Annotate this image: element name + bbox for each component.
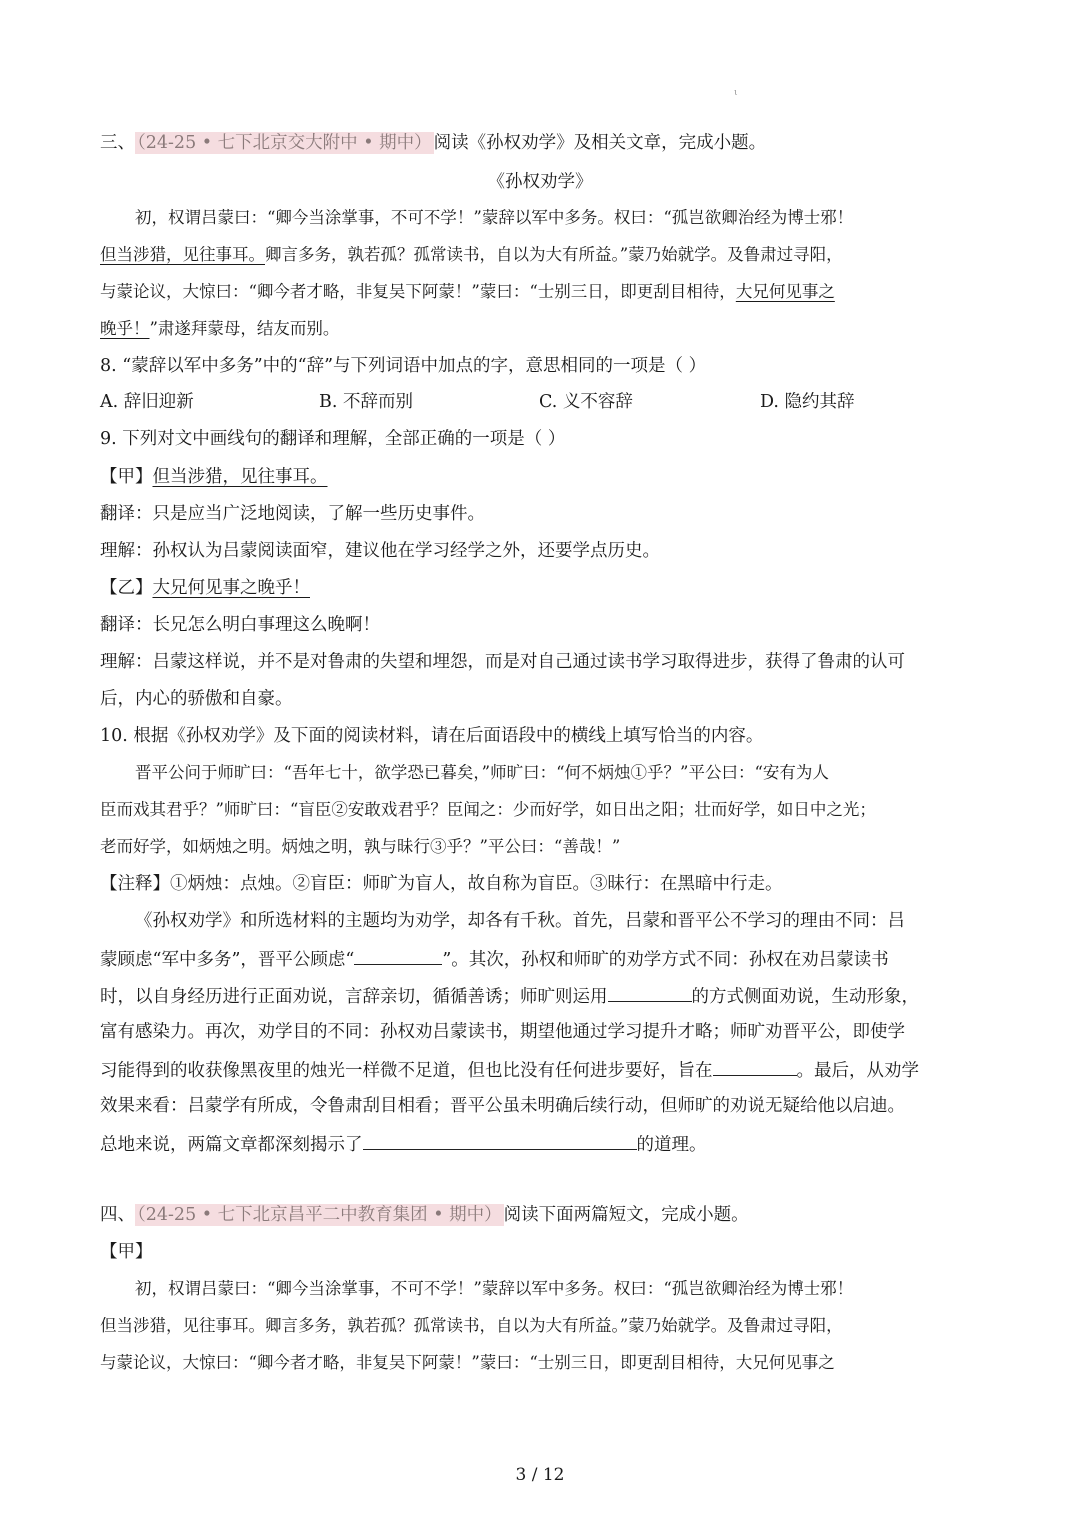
passage-title: 《孙权劝学》 (487, 172, 593, 192)
section4-heading (100, 1203, 990, 1227)
q9-yi-label: 【乙】 (100, 578, 153, 598)
passage-line-4-rest: ”肃遂拜蒙母，结友而别。 (149, 319, 340, 338)
answer-text: 总地来说，两篇文章都深刻揭示了 (100, 1135, 363, 1155)
q9-jia-sentence: 但当涉猎，见往事耳。 (152, 467, 328, 487)
corner-mark: ι (734, 88, 738, 98)
q9-yi-understanding-1: 理解：吕蒙这样说，并不是对鲁肃的失望和埋怨，而是对自己通过读书学习取得进步，获得了鲁肃的认可 (100, 652, 905, 672)
answer-text: 习能得到的收获像黑夜里的烛光一样微不足道，但也比没有任何进步要好，旨在 (100, 1061, 713, 1081)
answer-text: ”。其次，孙权和师旷的劝学方式不同：孙权在劝吕蒙读书 (442, 950, 889, 970)
section3-intro: 阅读《孙权劝学》及相关文章，完成小题。 (433, 133, 767, 153)
q9-yi-sentence: 大兄何见事之晚乎！ (152, 578, 310, 598)
material-line-1: 晋平公问于师旷曰：“吾年七十，欲学恐已暮矣，”师旷曰：“何不炳烛①乎？”平公曰：“安有为人 (135, 763, 829, 782)
passage-line-3-text: 与蒙论议，大惊曰：“卿今者才略，非复吴下阿蒙！”蒙曰：“士别三日，即更刮目相待， (100, 282, 736, 301)
page-number: 3 / 12 (515, 1465, 565, 1485)
section3-heading (100, 131, 990, 155)
underlined-sentence-jia: 但当涉猎，见往事耳。 (100, 245, 265, 264)
answer-para-line-2 (100, 946, 990, 972)
question-10-stem: 10. 根据《孙权劝学》及下面的阅读材料，请在后面语段中的横线上填写恰当的内容。 (100, 726, 764, 746)
option-a[interactable]: A. 辞旧迎新 (100, 392, 194, 412)
option-b[interactable]: B. 不辞而别 (319, 392, 413, 412)
section4-passage-line-1: 初，权谓吕蒙曰：“卿今当涂掌事，不可不学！”蒙辞以军中多务。权曰：“孤岂欲卿治经为博士邪！ (135, 1279, 854, 1298)
q9-yi-translation: 翻译：长兄怎么明白事理这么晚啊！ (100, 615, 380, 635)
section3-source-tag: （24-25 • 七下北京交大附中 • 期中） (137, 133, 432, 153)
answer-para-line-5 (100, 1057, 990, 1083)
answer-para-line-6: 效果来看：吕蒙学有所成，令鲁肃刮目相看；晋平公虽未明确后续行动，但师旷的劝说无疑给他以启迪。 (100, 1096, 905, 1116)
q9-jia-understanding: 理解：孙权认为吕蒙阅读面窄，建议他在学习经学之外，还要学点历史。 (100, 541, 660, 561)
question-8-stem: 8. “蒙辞以军中多务”中的“辞”与下列词语中加点的字，意思相同的一项是（ ） (100, 356, 707, 376)
section4-prefix: 四、 (100, 1205, 135, 1225)
answer-para-line-7 (100, 1131, 990, 1157)
answer-para-line-4: 富有感染力。再次，劝学目的不同：孙权劝吕蒙读书，期望他通过学习提升才略；师旷劝晋平公，即使学 (100, 1022, 905, 1042)
underlined-sentence-yi-part2: 晚乎！ (100, 319, 150, 338)
q9-jia-line (100, 465, 990, 489)
answer-text: 时，以自身经历进行正面劝说，言辞亲切，循循善诱；师旷则运用 (100, 987, 608, 1007)
answer-para-line-1: 《孙权劝学》和所选材料的主题均为劝学，却各有千秋。首先，吕蒙和晋平公不学习的理由不同：吕 (135, 911, 905, 931)
option-d[interactable]: D. 隐约其辞 (760, 392, 855, 412)
passage-line-4 (100, 317, 990, 341)
section3-prefix: 三、 (100, 133, 135, 153)
passage-line-2-rest: 卿言多务，孰若孤？孤常读书，自以为大有所益。”蒙乃始就学。及鲁肃过寻阳， (265, 245, 843, 264)
fill-blank-2[interactable] (608, 983, 692, 1002)
question-9-stem: 9. 下列对文中画线句的翻译和理解，全部正确的一项是（ ） (100, 429, 566, 449)
underlined-sentence-yi-part1: 大兄何见事之 (735, 282, 835, 301)
answer-text: 的方式侧面劝说，生动形象， (691, 987, 919, 1007)
q9-jia-translation: 翻译：只是应当广泛地阅读，了解一些历史事件。 (100, 504, 485, 524)
section4-source-tag: （24-25 • 七下北京昌平二中教育集团 • 期中） (137, 1205, 502, 1225)
answer-text: 。最后，从劝学 (796, 1061, 919, 1081)
passage-line-2 (100, 243, 990, 267)
answer-text: 的道理。 (636, 1135, 707, 1155)
fill-blank-3[interactable] (713, 1057, 797, 1076)
material-line-2: 臣而戏其君乎？”师旷曰：“盲臣②安敢戏君乎？臣闻之：少而好学，如日出之阳；壮而好学，如日中之光； (100, 800, 876, 819)
material-notes: 【注释】①炳烛：点烛。②盲臣：师旷为盲人，故自称为盲臣。③昧行：在黑暗中行走。 (100, 874, 783, 894)
answer-text: 蒙顾虑“军中多务”，晋平公顾虑“ (100, 950, 355, 970)
section4-passage-line-2: 但当涉猎，见往事耳。卿言多务，孰若孤？孤常读书，自以为大有所益。”蒙乃始就学。及鲁肃过寻阳， (100, 1316, 843, 1335)
section4-passage-line-3: 与蒙论议，大惊曰：“卿今者才略，非复吴下阿蒙！”蒙曰：“士别三日，即更刮目相待，大兄何见事之 (100, 1353, 835, 1372)
fill-blank-1[interactable] (354, 946, 442, 965)
q9-yi-understanding-2: 后，内心的骄傲和自豪。 (100, 689, 293, 709)
q9-yi-line (100, 576, 990, 600)
answer-para-line-3 (100, 983, 990, 1009)
passage-line-1: 初，权谓吕蒙曰：“卿今当涂掌事，不可不学！”蒙辞以军中多务。权曰：“孤岂欲卿治经为博士邪！ (135, 208, 854, 227)
section4-jia-label: 【甲】 (100, 1242, 153, 1262)
q9-jia-label: 【甲】 (100, 467, 153, 487)
material-line-3: 老而好学，如炳烛之明。炳烛之明，孰与昧行③乎？”平公曰：“善哉！” (100, 837, 621, 856)
option-c[interactable]: C. 义不容辞 (539, 392, 633, 412)
section4-intro: 阅读下面两篇短文，完成小题。 (503, 1205, 749, 1225)
fill-blank-4[interactable] (363, 1131, 637, 1150)
passage-line-3 (100, 280, 990, 304)
